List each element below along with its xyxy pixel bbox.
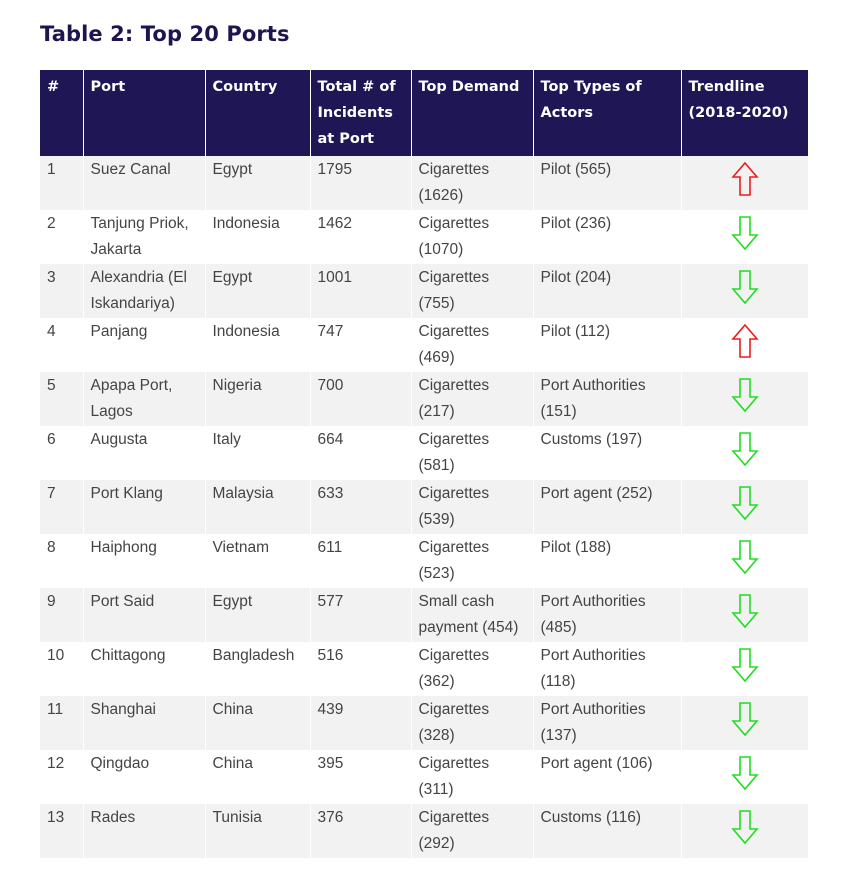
cell-country: Italy — [205, 426, 310, 480]
cell-demand: Cigarettes (581) — [411, 426, 533, 480]
cell-demand: Cigarettes (328) — [411, 696, 533, 750]
cell-incidents: 664 — [310, 426, 411, 480]
arrow-up-icon — [731, 323, 759, 359]
table-row — [40, 156, 808, 210]
cell-incidents: 376 — [310, 804, 411, 858]
cell-incidents: 1001 — [310, 264, 411, 318]
cell-port: Qingdao — [83, 750, 205, 804]
cell-actors: Port agent (252) — [533, 480, 681, 534]
cell-demand: Cigarettes (217) — [411, 372, 533, 426]
cell-demand: Cigarettes (362) — [411, 642, 533, 696]
table-body — [40, 156, 808, 858]
cell-actors: Customs (197) — [533, 426, 681, 480]
arrow-down-icon — [731, 809, 759, 845]
cell-rank: 1 — [40, 156, 83, 210]
col-header-incidents: Total # of Incidents at Port — [310, 70, 411, 156]
cell-trendline — [681, 264, 808, 318]
cell-trendline — [681, 426, 808, 480]
cell-actors: Customs (116) — [533, 804, 681, 858]
cell-incidents: 439 — [310, 696, 411, 750]
cell-demand: Cigarettes (539) — [411, 480, 533, 534]
col-header-port: Port — [83, 70, 205, 156]
col-header-rank: # — [40, 70, 83, 156]
arrow-up-icon — [731, 161, 759, 197]
cell-actors: Pilot (112) — [533, 318, 681, 372]
cell-actors: Port Authorities (151) — [533, 372, 681, 426]
cell-rank: 2 — [40, 210, 83, 264]
table-row — [40, 372, 808, 426]
cell-country: China — [205, 750, 310, 804]
cell-country: Malaysia — [205, 480, 310, 534]
table-row — [40, 642, 808, 696]
cell-country: Egypt — [205, 264, 310, 318]
arrow-down-icon — [731, 215, 759, 251]
cell-rank: 8 — [40, 534, 83, 588]
cell-actors: Pilot (204) — [533, 264, 681, 318]
cell-rank: 3 — [40, 264, 83, 318]
cell-incidents: 577 — [310, 588, 411, 642]
cell-country: Indonesia — [205, 318, 310, 372]
arrow-down-icon — [731, 593, 759, 629]
cell-demand: Cigarettes (1070) — [411, 210, 533, 264]
col-header-country: Country — [205, 70, 310, 156]
table-header — [40, 70, 808, 156]
cell-actors: Port Authorities (118) — [533, 642, 681, 696]
col-header-demand: Top Demand — [411, 70, 533, 156]
cell-demand: Cigarettes (311) — [411, 750, 533, 804]
arrow-down-icon — [731, 539, 759, 575]
cell-trendline — [681, 372, 808, 426]
cell-demand: Cigarettes (755) — [411, 264, 533, 318]
cell-actors: Pilot (188) — [533, 534, 681, 588]
cell-rank: 7 — [40, 480, 83, 534]
cell-actors: Port agent (106) — [533, 750, 681, 804]
cell-rank: 6 — [40, 426, 83, 480]
cell-demand: Cigarettes (292) — [411, 804, 533, 858]
cell-country: Indonesia — [205, 210, 310, 264]
cell-rank: 5 — [40, 372, 83, 426]
cell-incidents: 1462 — [310, 210, 411, 264]
table-row — [40, 534, 808, 588]
cell-trendline — [681, 750, 808, 804]
cell-trendline — [681, 210, 808, 264]
cell-port: Chittagong — [83, 642, 205, 696]
cell-country: Egypt — [205, 156, 310, 210]
cell-country: China — [205, 696, 310, 750]
col-header-actors: Top Types of Actors — [533, 70, 681, 156]
cell-actors: Port Authorities (485) — [533, 588, 681, 642]
cell-incidents: 633 — [310, 480, 411, 534]
cell-incidents: 611 — [310, 534, 411, 588]
arrow-down-icon — [731, 269, 759, 305]
table-title: Table 2: Top 20 Ports — [40, 22, 290, 46]
cell-port: Apapa Port, Lagos — [83, 372, 205, 426]
cell-port: Haiphong — [83, 534, 205, 588]
cell-port: Panjang — [83, 318, 205, 372]
cell-demand: Cigarettes (1626) — [411, 156, 533, 210]
arrow-down-icon — [731, 485, 759, 521]
table-row — [40, 210, 808, 264]
cell-port: Augusta — [83, 426, 205, 480]
table-row — [40, 588, 808, 642]
cell-port: Tanjung Priok, Jakarta — [83, 210, 205, 264]
cell-port: Alexandria (El Iskandariya) — [83, 264, 205, 318]
cell-trendline — [681, 156, 808, 210]
cell-country: Egypt — [205, 588, 310, 642]
cell-incidents: 395 — [310, 750, 411, 804]
cell-incidents: 1795 — [310, 156, 411, 210]
cell-rank: 4 — [40, 318, 83, 372]
cell-rank: 10 — [40, 642, 83, 696]
cell-trendline — [681, 318, 808, 372]
cell-trendline — [681, 804, 808, 858]
cell-port: Port Said — [83, 588, 205, 642]
cell-port: Shanghai — [83, 696, 205, 750]
arrow-down-icon — [731, 755, 759, 791]
table-row — [40, 804, 808, 858]
cell-country: Bangladesh — [205, 642, 310, 696]
cell-trendline — [681, 534, 808, 588]
cell-country: Nigeria — [205, 372, 310, 426]
cell-rank: 13 — [40, 804, 83, 858]
cell-demand: Cigarettes (469) — [411, 318, 533, 372]
table-row — [40, 750, 808, 804]
table-row — [40, 426, 808, 480]
cell-trendline — [681, 480, 808, 534]
ports-table — [40, 70, 808, 858]
cell-actors: Pilot (565) — [533, 156, 681, 210]
table-row — [40, 696, 808, 750]
cell-rank: 11 — [40, 696, 83, 750]
cell-port: Rades — [83, 804, 205, 858]
cell-incidents: 747 — [310, 318, 411, 372]
arrow-down-icon — [731, 377, 759, 413]
arrow-down-icon — [731, 647, 759, 683]
cell-actors: Pilot (236) — [533, 210, 681, 264]
cell-actors: Port Authorities (137) — [533, 696, 681, 750]
cell-demand: Small cash payment (454) — [411, 588, 533, 642]
table-row — [40, 264, 808, 318]
table-row — [40, 318, 808, 372]
cell-trendline — [681, 642, 808, 696]
cell-country: Tunisia — [205, 804, 310, 858]
cell-incidents: 700 — [310, 372, 411, 426]
cell-trendline — [681, 588, 808, 642]
cell-rank: 9 — [40, 588, 83, 642]
cell-rank: 12 — [40, 750, 83, 804]
col-header-trendline: Trendline (2018-2020) — [681, 70, 808, 156]
cell-incidents: 516 — [310, 642, 411, 696]
cell-port: Suez Canal — [83, 156, 205, 210]
table-row — [40, 480, 808, 534]
cell-port: Port Klang — [83, 480, 205, 534]
cell-demand: Cigarettes (523) — [411, 534, 533, 588]
arrow-down-icon — [731, 431, 759, 467]
arrow-down-icon — [731, 701, 759, 737]
cell-country: Vietnam — [205, 534, 310, 588]
cell-trendline — [681, 696, 808, 750]
